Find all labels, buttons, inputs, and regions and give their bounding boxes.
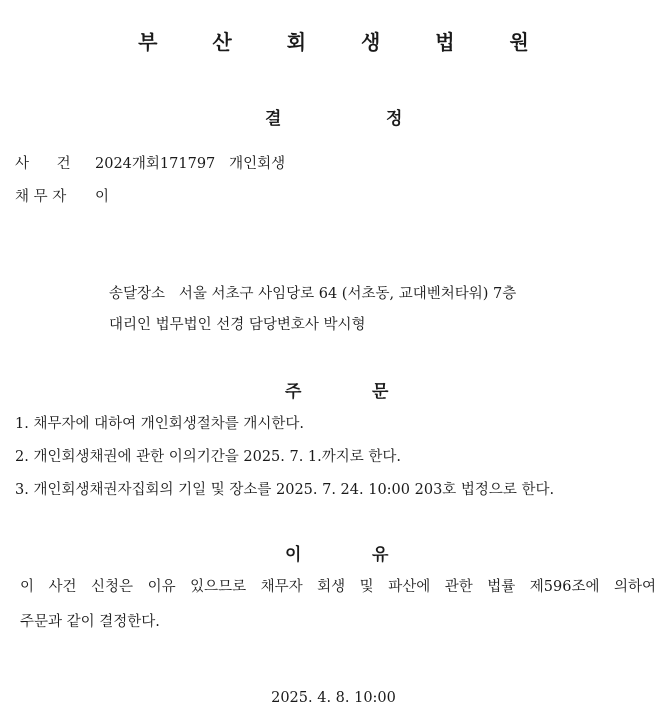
service-address: 송달장소 서울 서초구 사임당로 64 (서초동, 교대벤처타워) 7층	[109, 286, 517, 302]
reason-heading-right: 유	[372, 545, 389, 565]
case-row	[15, 152, 285, 173]
decision-date: 2025. 4. 8. 10:00	[271, 690, 396, 706]
case-number: 2024개회171797 개인회생	[95, 156, 286, 172]
court-name: 부 산 회 생 법 원	[138, 30, 553, 54]
reason-text-line: 주문과 같이 결정한다.	[20, 614, 160, 630]
case-label: 사 건	[15, 156, 71, 172]
debtor-row	[15, 185, 109, 206]
service-agent: 대리인 법무법인 선경 담당변호사 박시형	[109, 317, 366, 333]
doc-title-right: 정	[386, 109, 403, 129]
debtor-label: 채 무 자	[15, 189, 67, 205]
reason-heading-left: 이	[285, 545, 302, 565]
order-heading-left: 주	[285, 382, 302, 402]
reason-text-line: 이 사건 신청은 이유 있으므로 채무자 회생 및 파산에 관한 법률 제596조에 의하여	[20, 579, 656, 595]
order-item: 3. 개인회생채권자집회의 기일 및 장소를 2025. 7. 24. 10:00 203호 법정으로 한다.	[15, 482, 555, 498]
order-heading-right: 문	[372, 382, 389, 402]
debtor-name: 이	[95, 189, 110, 205]
doc-title-left: 결	[265, 109, 282, 129]
order-item: 1. 채무자에 대하여 개인회생절차를 개시한다.	[15, 416, 305, 432]
order-item: 2. 개인회생채권에 관한 이의기간을 2025. 7. 1.까지로 한다.	[15, 449, 402, 465]
